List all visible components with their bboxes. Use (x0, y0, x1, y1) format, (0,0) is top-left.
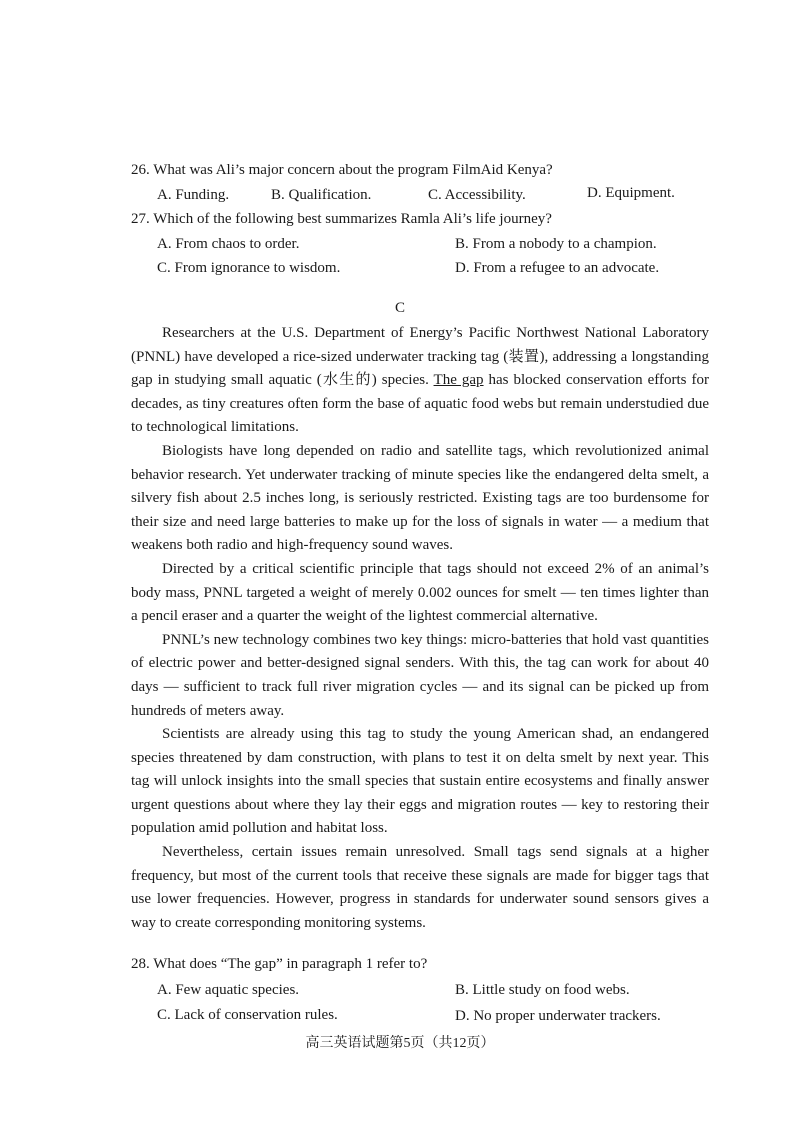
paragraph-6: Nevertheless, certain issues remain unresolved. Small tags send signals at a higher frequency, but most of the current tools that receive these signals are made for bigger tags that use lower frequencies. However, progress in standards for underwater sound sensors gives a way to create corresponding monitoring systems. (131, 844, 709, 931)
paragraph-1-text: Researchers at the U.S. Department of Energy’s Pacific Northwest National Laboratory (PNNL) have developed a rice-sized underwater tracking tag (装置), addressing a longstanding gap in studying small aquatic (水生的) species. (131, 325, 709, 389)
section-label: C (394, 300, 405, 316)
q26-option-d: D. Equipment. (587, 185, 675, 201)
question-27-stem: 27. Which of the following best summarizes Ramla Ali’s life journey? (131, 211, 552, 227)
q28-option-b: B. Little study on food webs. (455, 982, 630, 998)
reading-passage (131, 322, 709, 935)
paragraph-1 (131, 322, 709, 440)
paragraph-2: Biologists have long depended on radio and satellite tags, which revolutionized animal behavior research. Yet underwater tracking of minute species like the endangered delta smelt, a silvery fish about 2.5 inches long, is seriously restricted. Existing tags are too burdensome for their size and need large batteries to make up for the loss of signals in water — a medium that weakens both radio and high-frequency sound waves. (131, 442, 709, 554)
paragraph-5: Scientists are already using this tag to study the young American shad, an endangered species threatened by dam construction, with plans to test it on delta smelt by next year. This tag will unlock insights into the small species that sustain entire ecosystems and finally answer urgent questions about where they lay their eggs and migration routes — key to restoring their population amid pollution and habitat loss. (131, 726, 709, 837)
q26-option-a: A. Funding. (157, 187, 230, 203)
q26-option-b: B. Qualification. (271, 187, 372, 203)
page-footer: 高三英语试题第5页（共12页） (305, 1036, 495, 1051)
q27-option-c: C. From ignorance to wisdom. (157, 260, 341, 276)
underlined-the-gap: The gap (433, 372, 484, 389)
q28-option-c: C. Lack of conservation rules. (157, 1007, 338, 1023)
q27-option-d: D. From a refugee to an advocate. (455, 260, 660, 276)
paragraph-4: PNNL’s new technology combines two key things: micro-batteries that hold vast quantities of electric power and better-designed signal senders. With this, the tag can work for about 40 days — sufficient to track full river migration cycles — and its signal can be picked up from hundreds of meters away. (131, 631, 709, 719)
q28-option-a: A. Few aquatic species. (157, 982, 300, 998)
question-28-stem: 28. What does “The gap” in paragraph 1 refer to? (131, 956, 428, 972)
q27-option-a: A. From chaos to order. (157, 236, 300, 252)
question-26-stem: 26. What was Ali’s major concern about the program FilmAid Kenya? (131, 162, 553, 178)
q27-option-b: B. From a nobody to a champion. (455, 236, 657, 252)
q28-option-d: D. No proper underwater trackers. (455, 1008, 661, 1024)
q26-option-c: C. Accessibility. (428, 187, 526, 203)
paragraph-1-text-cont: has blocked conservation efforts for decades, as tiny creatures often form the base of aquatic food webs but remain understudied due to technological limitations. (131, 372, 709, 436)
paragraph-3: Directed by a critical scientific principle that tags should not exceed 2% of an animal’s body mass, PNNL targeted a weight of merely 0.002 ounces for smelt — ten times lighter than a pencil eraser and a quarter the weight of the lightest commercial alternative. (131, 560, 709, 625)
